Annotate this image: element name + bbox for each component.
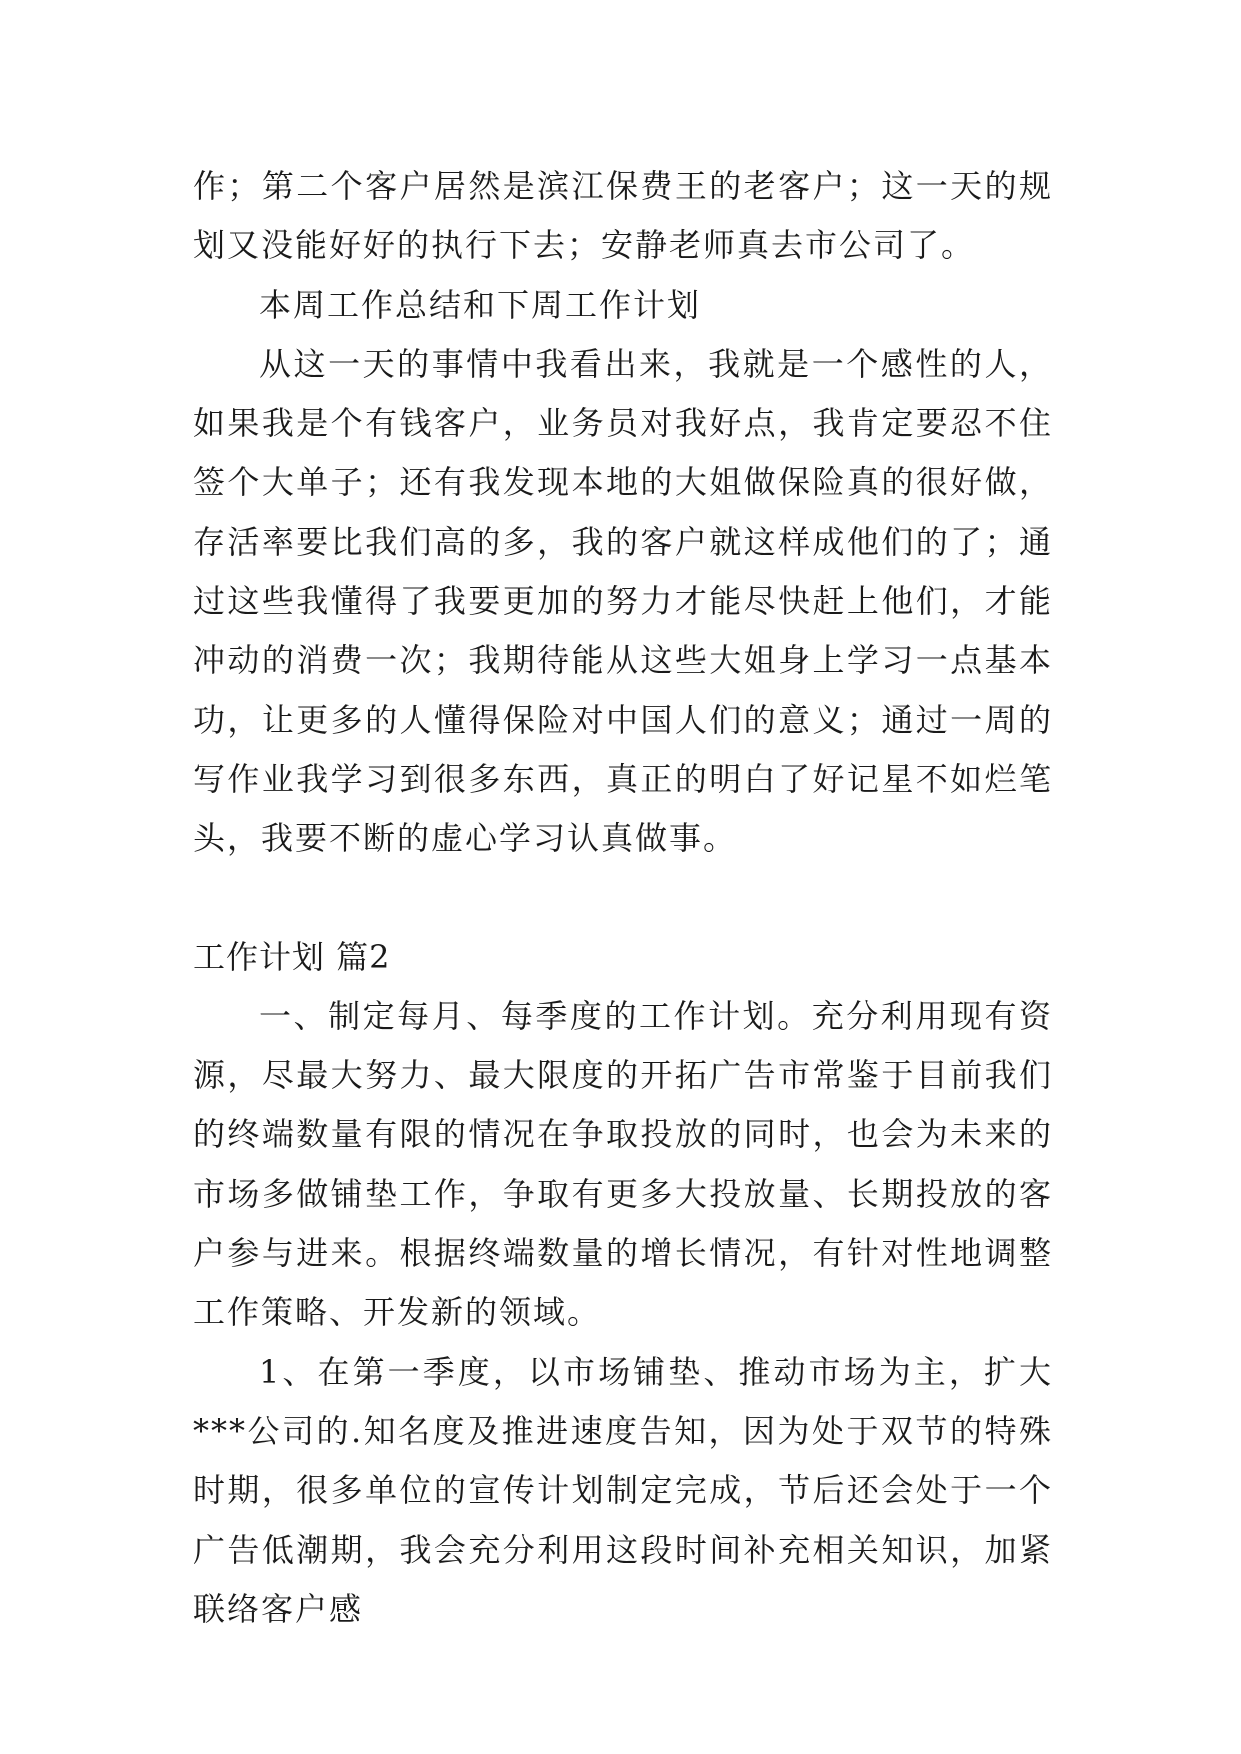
document-page [193, 157, 1053, 1639]
subheading-weekly-summary: 本周工作总结和下周工作计划 [259, 285, 702, 324]
paragraph-continuation: 作；第二个客户居然是滨江保费王的老客户；这一天的规划又没能好好的执行下去；安静老师真去市公司了。 [193, 167, 1053, 265]
section-title: 工作计划 篇2 [193, 937, 391, 976]
paragraph-reflection: 从这一天的事情中我看出来，我就是一个感性的人，如果我是个有钱客户，业务员对我好点，我肯定要忍不住签个大单子；还有我发现本地的大姐做保险真的很好做，存活率要比我们高的多，我的客户就这样成他们的了；通过这些我懂得了我要更加的努力才能尽快赶上他们，才能冲动的消费一次；我期待能从这些大姐身上学习一点基本功，让更多的人懂得保险对中国人们的意义；通过一周的写作业我学习到很多东西，真正的明白了好记星不如烂笔头，我要不断的虚心学习认真做事。 [193, 344, 1053, 858]
paragraph-plan-1: 一、制定每月、每季度的工作计划。充分利用现有资源，尽最大努力、最大限度的开拓广告市常鉴于目前我们的终端数量有限的情况在争取投放的同时，也会为未来的市场多做铺垫工作，争取有更多大投放量、长期投放的客户参与进来。根据终端数量的增长情况，有针对性地调整工作策略、开发新的领域。 [193, 996, 1053, 1332]
section-spacer [193, 869, 1053, 928]
paragraph-plan-2: 1、在第一季度，以市场铺垫、推动市场为主，扩大***公司的.知名度及推进速度告知，因为处于双节的特殊时期，很多单位的宣传计划制定完成，节后还会处于一个广告低潮期，我会充分利用这段时间补充相关知识，加紧联络客户感 [193, 1352, 1053, 1628]
